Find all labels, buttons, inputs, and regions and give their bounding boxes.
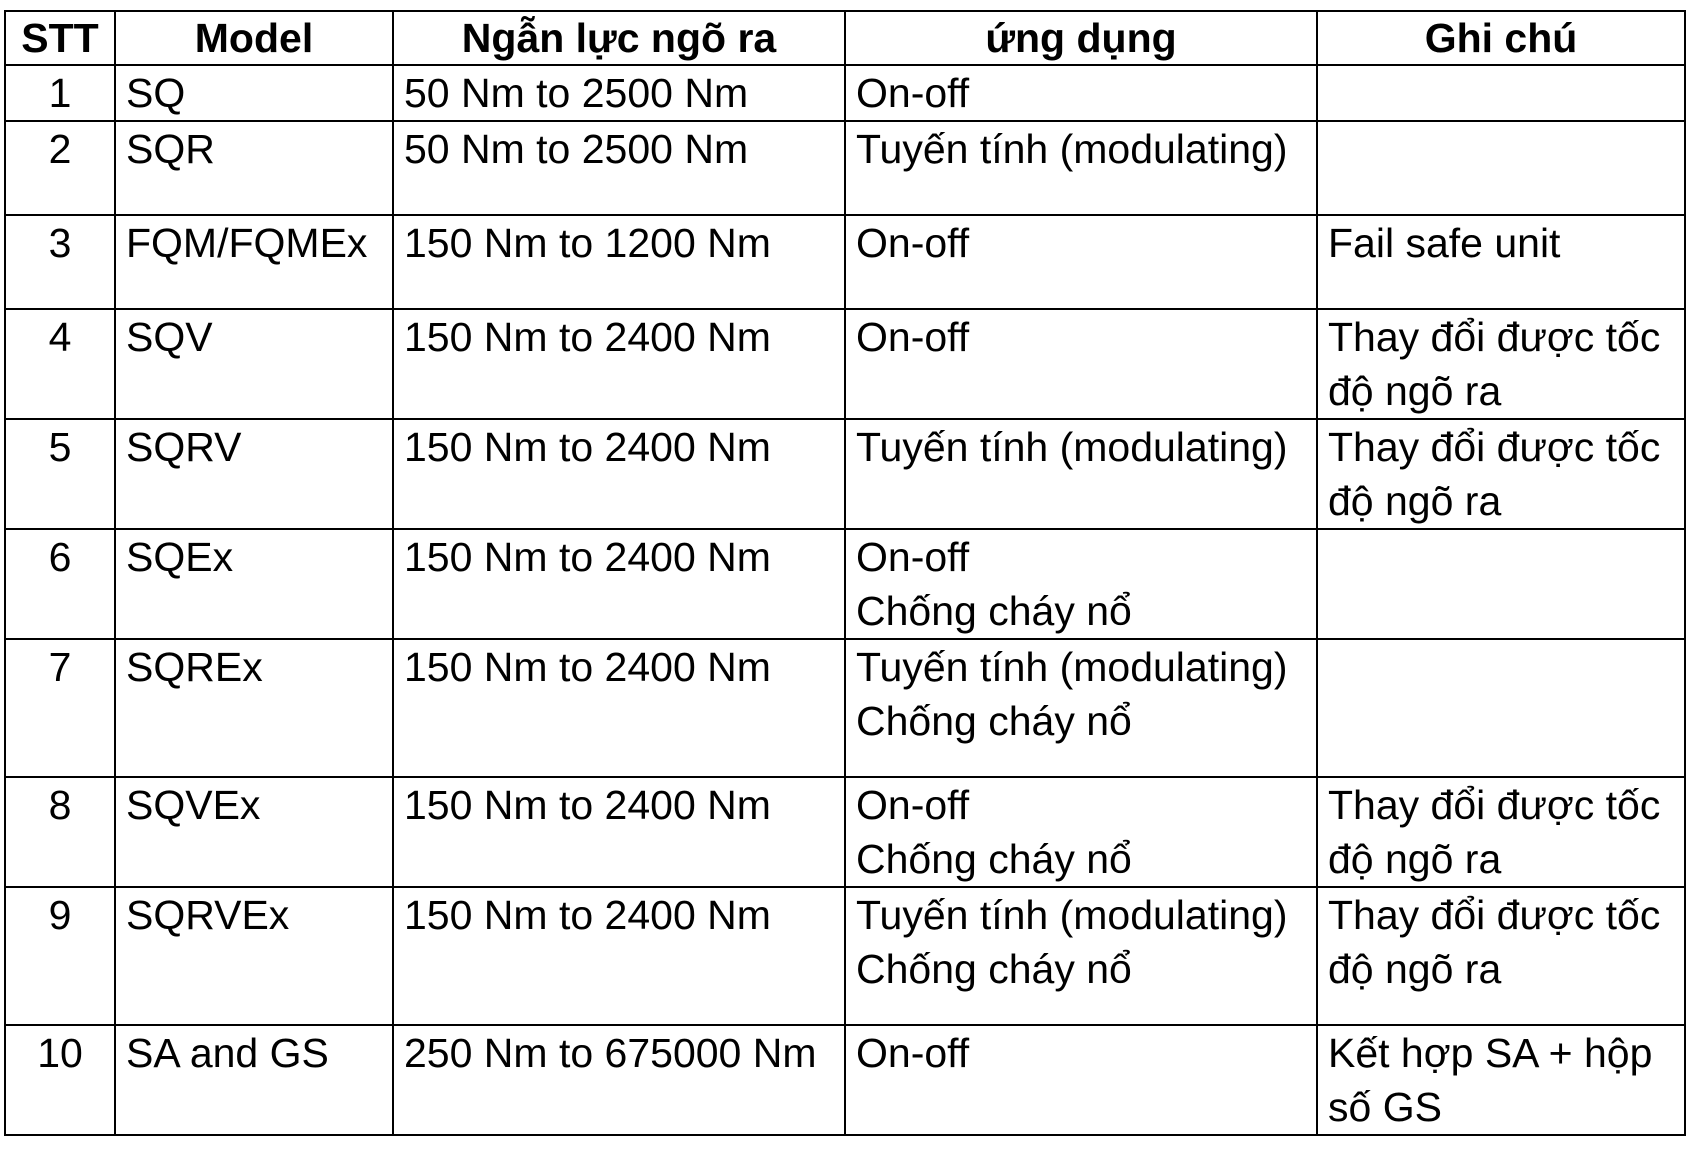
application-line: Chống cháy nổ <box>856 588 1132 634</box>
cell-note <box>1317 419 1685 529</box>
cell-torque: 150 Nm to 2400 Nm <box>393 887 845 1025</box>
cell-note <box>1317 309 1685 419</box>
cell-stt: 3 <box>5 215 115 309</box>
application-line: On-off <box>856 1030 970 1076</box>
cell-stt: 2 <box>5 121 115 215</box>
application-line: On-off <box>856 534 970 580</box>
cell-note <box>1317 887 1685 1025</box>
cell-stt: 10 <box>5 1025 115 1135</box>
table-row <box>5 887 1685 1025</box>
cell-model: SQRVEx <box>115 887 393 1025</box>
table-row <box>5 121 1685 215</box>
cell-model: SA and GS <box>115 1025 393 1135</box>
cell-note <box>1317 777 1685 887</box>
cell-torque: 150 Nm to 2400 Nm <box>393 419 845 529</box>
cell-note <box>1317 1025 1685 1135</box>
note-line: độ ngõ ra <box>1328 478 1502 524</box>
cell-torque: 150 Nm to 2400 Nm <box>393 777 845 887</box>
application-line: On-off <box>856 782 970 828</box>
cell-torque: 150 Nm to 2400 Nm <box>393 529 845 639</box>
header-model: Model <box>115 11 393 65</box>
cell-stt: 7 <box>5 639 115 777</box>
actuator-spec-table <box>4 10 1686 1136</box>
cell-application <box>845 529 1317 639</box>
cell-stt: 1 <box>5 65 115 121</box>
cell-model: SQ <box>115 65 393 121</box>
application-line: On-off <box>856 220 970 266</box>
application-line: Tuyến tính (modulating) <box>856 126 1288 172</box>
cell-model: SQR <box>115 121 393 215</box>
cell-stt: 9 <box>5 887 115 1025</box>
cell-note <box>1317 529 1685 639</box>
note-line: độ ngõ ra <box>1328 946 1502 992</box>
cell-application <box>845 215 1317 309</box>
application-line: On-off <box>856 70 970 116</box>
table-row <box>5 529 1685 639</box>
cell-torque: 150 Nm to 1200 Nm <box>393 215 845 309</box>
cell-torque: 150 Nm to 2400 Nm <box>393 639 845 777</box>
table-header-row <box>5 11 1685 65</box>
header-stt: STT <box>5 11 115 65</box>
header-application: ứng dụng <box>845 11 1317 65</box>
application-line: Chống cháy nổ <box>856 836 1132 882</box>
table-row <box>5 419 1685 529</box>
cell-model: SQREx <box>115 639 393 777</box>
cell-model: SQVEx <box>115 777 393 887</box>
cell-application <box>845 309 1317 419</box>
cell-application <box>845 887 1317 1025</box>
cell-torque: 50 Nm to 2500 Nm <box>393 65 845 121</box>
cell-stt: 6 <box>5 529 115 639</box>
note-line: Thay đổi được tốc <box>1328 314 1661 360</box>
note-line: Thay đổi được tốc <box>1328 782 1661 828</box>
note-line: Fail safe unit <box>1328 220 1561 266</box>
cell-application <box>845 639 1317 777</box>
application-line: Chống cháy nổ <box>856 698 1132 744</box>
application-line: Tuyến tính (modulating) <box>856 644 1288 690</box>
cell-model: SQEx <box>115 529 393 639</box>
cell-model: FQM/FQMEx <box>115 215 393 309</box>
application-line: Chống cháy nổ <box>856 946 1132 992</box>
table-row <box>5 309 1685 419</box>
cell-stt: 5 <box>5 419 115 529</box>
cell-application <box>845 65 1317 121</box>
note-line: Thay đổi được tốc <box>1328 892 1661 938</box>
cell-torque: 150 Nm to 2400 Nm <box>393 309 845 419</box>
header-note: Ghi chú <box>1317 11 1685 65</box>
cell-application <box>845 121 1317 215</box>
cell-note <box>1317 215 1685 309</box>
cell-stt: 4 <box>5 309 115 419</box>
application-line: Tuyến tính (modulating) <box>856 424 1288 470</box>
application-line: Tuyến tính (modulating) <box>856 892 1288 938</box>
table-row <box>5 777 1685 887</box>
cell-application <box>845 1025 1317 1135</box>
table-row <box>5 1025 1685 1135</box>
note-line: Kết hợp SA + hộp <box>1328 1030 1653 1076</box>
table-row <box>5 65 1685 121</box>
cell-torque: 250 Nm to 675000 Nm <box>393 1025 845 1135</box>
cell-note <box>1317 121 1685 215</box>
note-line: Thay đổi được tốc <box>1328 424 1661 470</box>
note-line: độ ngõ ra <box>1328 368 1502 414</box>
table-row <box>5 639 1685 777</box>
application-line: On-off <box>856 314 970 360</box>
cell-application <box>845 419 1317 529</box>
cell-model: SQRV <box>115 419 393 529</box>
cell-note <box>1317 65 1685 121</box>
cell-torque: 50 Nm to 2500 Nm <box>393 121 845 215</box>
note-line: số GS <box>1328 1084 1442 1130</box>
cell-note <box>1317 639 1685 777</box>
note-line: độ ngõ ra <box>1328 836 1502 882</box>
table-row <box>5 215 1685 309</box>
table-body <box>5 65 1685 1135</box>
header-torque: Ngẫn lực ngõ ra <box>393 11 845 65</box>
cell-application <box>845 777 1317 887</box>
cell-stt: 8 <box>5 777 115 887</box>
cell-model: SQV <box>115 309 393 419</box>
